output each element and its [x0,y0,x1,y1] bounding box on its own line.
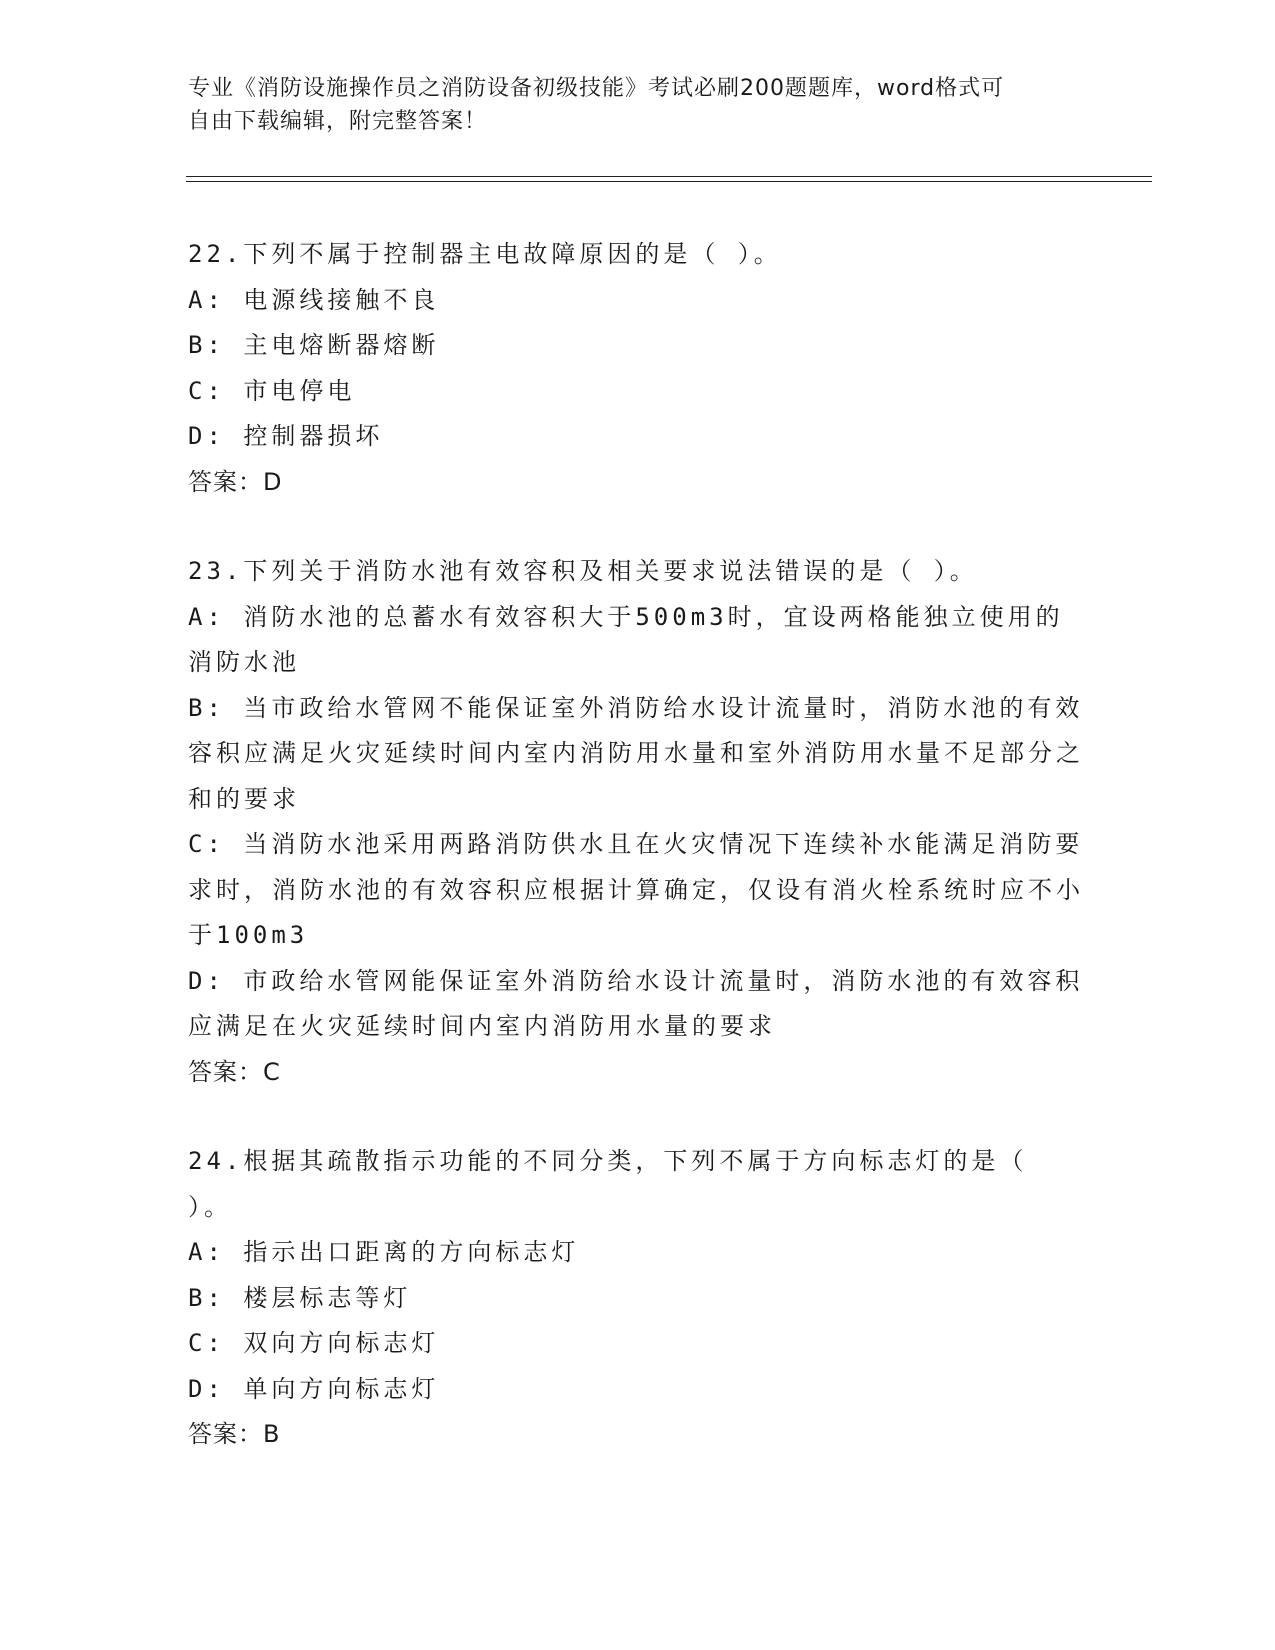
option-c: C: 双向方向标志灯 [188,1329,440,1357]
question-23 [188,549,1088,1095]
header-line-2: 自由下载编辑，附完整答案！ [188,109,488,134]
option-d: D: 控制器损坏 [188,422,384,450]
question-stem: 23.下列关于消防水池有效容积及相关要求说法错误的是（ ）。 [188,557,978,585]
option-d: D: 市政给水管网能保证室外消防给水设计流量时，消防水池的有效容积应满足在火灾延续时间内室内消防用水量的要求 [188,966,1084,1040]
question-stem: 22.下列不属于控制器主电故障原因的是（ ）。 [188,240,782,268]
question-24 [188,1139,1088,1458]
question-list [188,232,1088,1502]
option-d: D: 单向方向标志灯 [188,1374,440,1403]
answer-label: 答案：B [188,1420,281,1448]
option-a: A: 电源线接触不良 [188,285,440,314]
header-divider-top [186,176,1152,177]
option-c: C: 当消防水池采用两路消防供水且在火灾情况下连续补水能满足消防要求时，消防水池的有效容积应根据计算确定，仅设有消火栓系统时应不小于100m3 [188,830,1084,949]
answer-label: 答案：D [188,467,283,496]
header-line-1: 专业《消防设施操作员之消防设备初级技能》考试必刷200题题库，word格式可 [188,76,1005,101]
header-divider-bottom [186,181,1152,182]
document-header [188,72,1088,138]
question-stem: 24.根据其疏散指示功能的不同分类，下列不属于方向标志灯的是（ ）。 [188,1147,1028,1221]
answer-label: 答案：C [188,1057,281,1086]
option-a: A: 消防水池的总蓄水有效容积大于500m3时，宜设两格能独立使用的消防水池 [188,602,1064,676]
option-b: B: 楼层标志等灯 [188,1283,412,1312]
option-a: A: 指示出口距离的方向标志灯 [188,1238,580,1266]
question-22 [188,232,1088,505]
option-c: C: 市电停电 [188,376,356,405]
option-b: B: 主电熔断器熔断 [188,331,440,359]
option-b: B: 当市政给水管网不能保证室外消防给水设计流量时，消防水池的有效容积应满足火灾延续时间内室内消防用水量和室外消防用水量不足部分之和的要求 [188,693,1084,813]
